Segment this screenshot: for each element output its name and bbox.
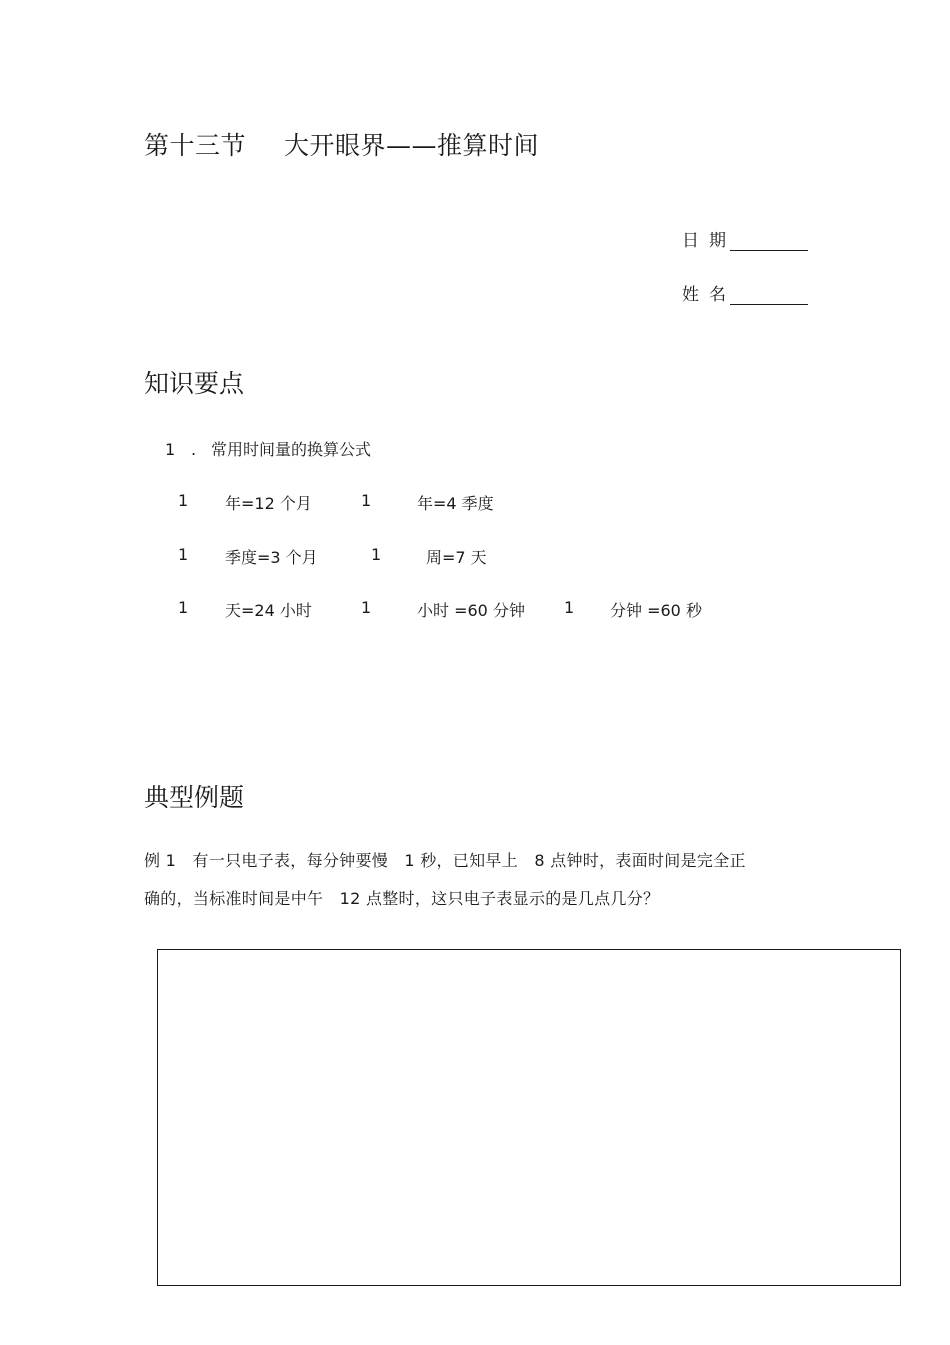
example-1-line-2: 确的，当标准时间是中午 12 点整时，这只电子表显示的是几点几分？ <box>144 889 660 908</box>
date-label: 日期 <box>682 231 736 251</box>
conversion-one: 1 <box>361 491 372 510</box>
conversion-one: 1 <box>564 598 575 617</box>
conversion-one: 1 <box>371 545 382 564</box>
conversion-text: 季度=3 个月 <box>225 548 318 567</box>
name-label: 姓名 <box>682 285 736 305</box>
knowledge-item <box>165 437 371 460</box>
conversion-text: 年=4 季度 <box>417 494 494 513</box>
conversion-one: 1 <box>178 491 189 510</box>
knowledge-heading: 知识要点 <box>144 369 245 398</box>
date-blank-line[interactable] <box>730 232 808 251</box>
examples-heading: 典型例题 <box>144 783 245 812</box>
item-dot: . <box>191 440 197 459</box>
conversion-text: 分钟 =60 秒 <box>610 601 702 620</box>
item-number: 1 <box>165 440 176 459</box>
conversion-one: 1 <box>178 545 189 564</box>
item-title: 常用时间量的换算公式 <box>211 440 372 459</box>
section-number: 第十三节 <box>144 131 247 160</box>
answer-box[interactable] <box>157 949 901 1286</box>
conversion-text: 周=7 天 <box>426 548 487 567</box>
section-topic: 大开眼界——推算时间 <box>284 131 540 160</box>
conversion-text: 小时 =60 分钟 <box>417 601 525 620</box>
name-field[interactable] <box>682 280 808 305</box>
conversion-text: 年=12 个月 <box>225 494 312 513</box>
example-1-line-1: 例 1 有一只电子表，每分钟要慢 1 秒，已知早上 8 点钟时，表面时间是完全正 <box>144 851 746 870</box>
conversion-one: 1 <box>178 598 189 617</box>
name-blank-line[interactable] <box>730 286 808 305</box>
page-title <box>144 126 539 162</box>
conversion-one: 1 <box>361 598 372 617</box>
conversion-text: 天=24 小时 <box>225 601 312 620</box>
date-field[interactable] <box>682 226 808 251</box>
